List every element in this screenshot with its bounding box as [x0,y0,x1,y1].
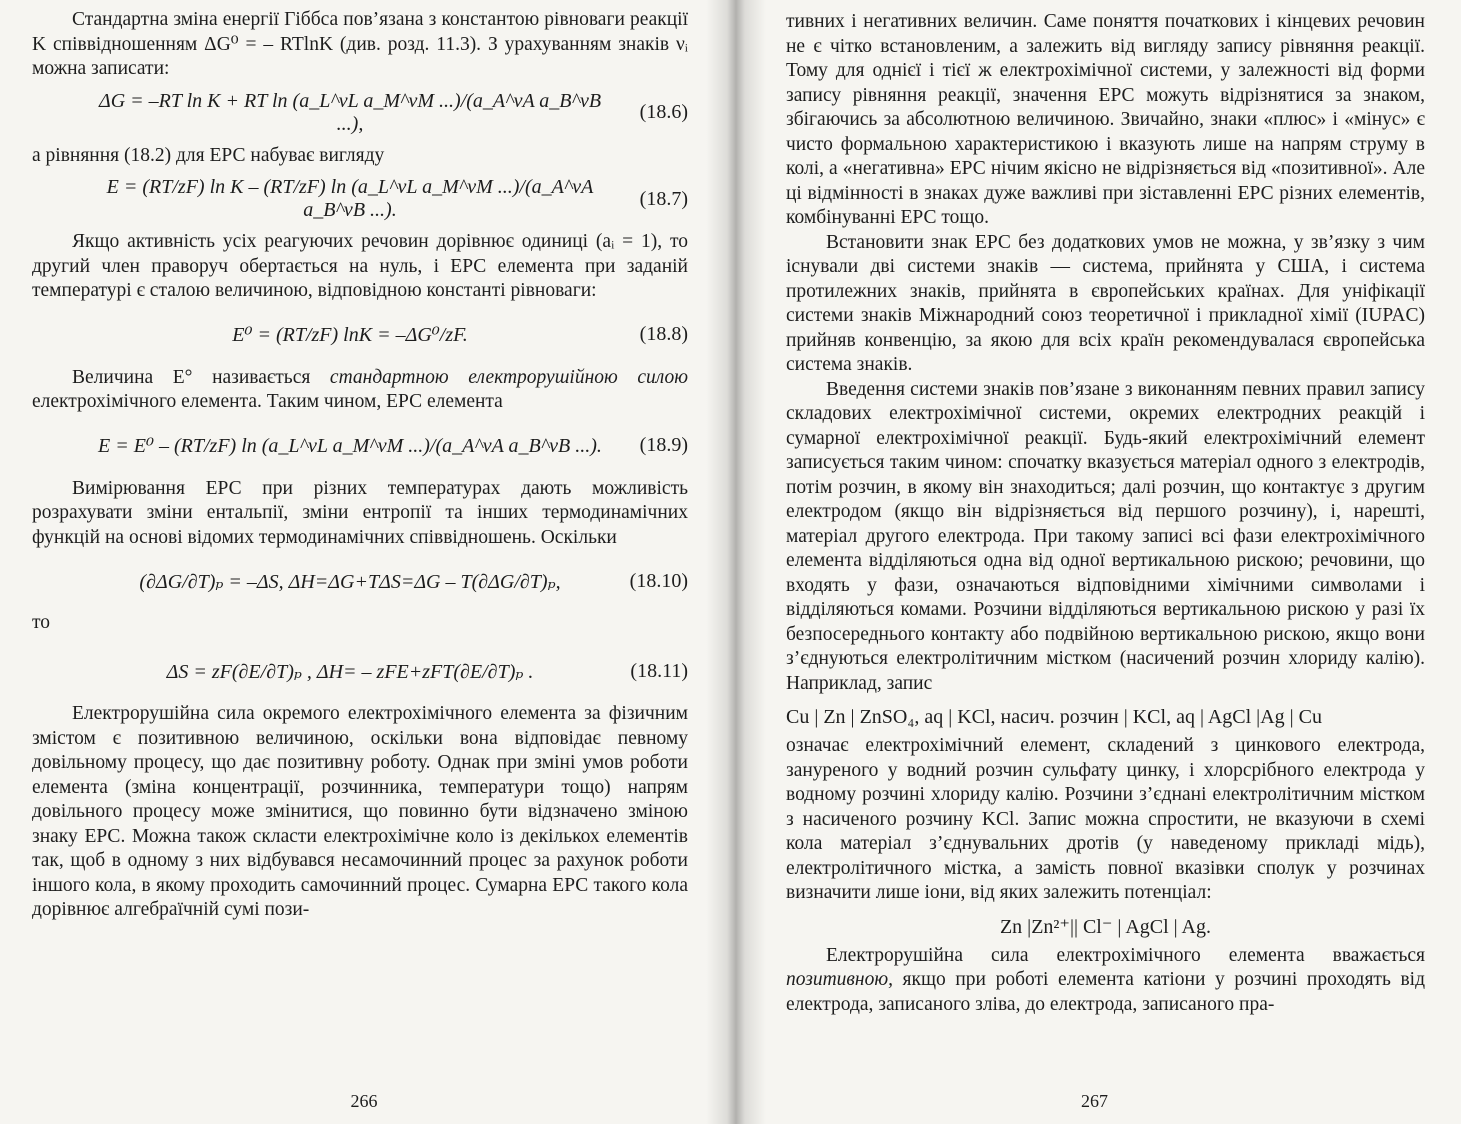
paragraph: Електрорушійна сила окремого електрохімічного елемента за фізичним змістом є позитивною величиною, оскільки вона відповідає певному довільному процесу, що дає позитивну роботу. Однак при зміні умов роботи елемента (зміна концентрації, розчинника, температури тощо) напрям довільного процесу може змінитися, що повинно бути відзначено зміною знаку ЕРС. Можна також скласти електрохімічне коло із декількох елементів так, щоб в одному з них відбувався несамочинний процес за рахунок роботи іншого кола, в якому проходить самочинний процес. Сумарна ЕРС такого кола дорівнює алгебраїчній сумі пози- [32,703,688,920]
equation-number: (18.10) [629,569,688,592]
paragraph: Стандартна зміна енергії Гіббса пов’язана з константою рівноваги реакції K співвідношенням ΔG⁰ = – RTlnK (див. розд. 11.3). З урахуванням знаків νᵢ можна записати: [32,9,688,79]
emphasis-term: стандартною електрорушійною силою [329,366,688,388]
page-number: 267 [1081,1091,1108,1111]
paragraph: Якщо активність усіх реагуючих речовин дорівнює одиниці (aᵢ = 1), то другий член праворуч обертається на нуль, і ЕРС елемента при заданій температурі є сталою величиною, відповідною константі рівноваги: [32,231,688,301]
paragraph [32,366,688,415]
equation-number: (18.8) [639,323,688,345]
equation-18-7 [32,168,688,230]
cell-scheme-short: Zn |Zn²⁺|| Cl⁻ | AgCl | Ag. [999,915,1212,938]
connector-word: то [32,612,51,633]
paragraph: Встановити знак ЕРС без додаткових умов не можна, у зв’язку з чим існували дві системи знаків — система, прийнята у США, і система протилежних знаків, прийнята в європейських країнах. Для уніфікації системи знаків Міжнародний союз теоретичної і прикладної хімії (IUPAC) прийняв конвенцію, за якою для всіх країн рекомендувалася європейська система знаків. [786,231,1425,375]
equation-18-6 [32,82,688,144]
equation-18-9 [32,415,688,477]
paragraph: Вимірювання ЕРС при різних температурах дають можливість розрахувати зміни ентальпії, зміни ентропії та інших термодинамічних функцій на основі відомих термодинамічних співвідношень. Оскільки [32,477,688,548]
equation-18-8 [32,304,688,366]
paragraph: а рівняння (18.2) для ЕРС набуває вигляду [32,144,385,166]
equation-expression: ΔS = zF(∂E/∂T)ₚ , ΔH= – zFE+zFT(∂E/∂T)ₚ . [166,660,534,683]
equation-18-11 [32,640,688,702]
text-run: якщо при роботі елемента катіони у розчині проходять від електрода, записаного зліва, до електрода, записаного пра- [786,969,1425,1015]
equation-number: (18.6) [639,101,688,123]
paragraph [786,944,1425,1018]
emphasis-term: позитивною, [786,969,893,990]
paragraph: тивних і негативних величин. Саме поняття початкових і кінцевих речовин не є чітко встановленим, а залежить від вигляду запису рівняння реакції. Тому для однієї і тієї ж електрохімічної системи, у залежності від форми запису рівняння реакції, значення ЕРС можуть відрізнятися за знаком, збігаючись за абсолютною величиною. Звичайно, знаки «плюс» і «мінус» є чисто формальною характеристикою і вказують лише на напрям струму в колі, а «негативна» ЕРС нічим якісно не відрізняється від «позитивної». Але ці відмінності в знаках дуже важливі при зіставленні ЕРС різних елементів, комбінуванні ЕРС тощо. [786,11,1425,228]
paragraph: означає електрохімічний елемент, складений з цинкового електрода, зануреного у водний розчин сульфату цинку, і хлорсрібного електрода у водному розчині хлориду калію. Розчини з’єднані електролітичним містком з насиченого розчину KCl. Запис можна спростити, не вказуючи в схемі кола матеріал з’єднувальних дротів (у наведеному прикладі мідь), електролітичного містка, а замість повної вказівки сполук у розчинах визначити лише іони, від яких залежить потенціал: [786,735,1425,903]
equation-expression: ΔG = –RT ln K + RT ln (a_L^νL a_M^νM ...)/(a_A^νA a_B^νB ...), [98,89,602,135]
paragraph: Введення системи знаків пов’язане з виконанням певних правил запису складових електрохімічної системи, окремих електродних реакцій і сумарної електрохімічної реакції. Будь-який електрохімічний елемент записується таким чином: спочатку вказується матеріал одного з електродів, потім розчин, в якому він знаходиться; далі розчин, що контактує з другим електродом (якщо він відрізняється від першого розчину), і, нарешті, матеріал другого електрода. При такому записі всі фази електрохімічного елемента відділяються одна від одної вертикальною рискою; речовини, що входять у фази, означаються відповідними хімічними символами і відділяються комами. Розчини відділяються вертикальною рискою у разі їх безпосереднього контакту або подвійною вертикальною рискою, якщо вони з’єднуються електролітичним містком (насичений розчин хлориду калію). Наприклад, запис [786,378,1425,694]
text-run: Величина E° називається [72,366,330,388]
equation-18-10 [32,550,688,612]
book-gutter-shadow [706,0,766,1124]
cell-scheme: Cu | Zn | ZnSO₄, aq | KCl, насич. розчин | KCl, aq | AgCl |Ag | Cu [786,706,1322,728]
equation-number: (18.11) [630,659,688,682]
equation-expression: E = E⁰ – (RT/zF) ln (a_L^νL a_M^νM ...)/(a_A^νA a_B^νB ...). [98,435,602,457]
equation-expression: (∂ΔG/∂T)ₚ = –ΔS, ΔH=ΔG+TΔS=ΔG – T(∂ΔG/∂T)ₚ, [139,570,561,593]
text-run: Електрорушійна сила електрохімічного елемента вважається [826,944,1425,966]
equation-expression: E⁰ = (RT/zF) lnK = –ΔG⁰/zF. [232,324,468,346]
text-run: електрохімічного елемента. Таким чином, ЕРС елемента [32,391,503,412]
equation-number: (18.7) [639,187,688,210]
equation-expression: E = (RT/zF) ln K – (RT/zF) ln (a_L^νL a_M^νM ...)/(a_A^νA a_B^νB ...). [106,176,594,221]
left-page [0,0,728,1124]
page-number: 266 [350,1091,378,1111]
equation-number: (18.9) [639,434,688,456]
right-page [728,0,1461,1124]
